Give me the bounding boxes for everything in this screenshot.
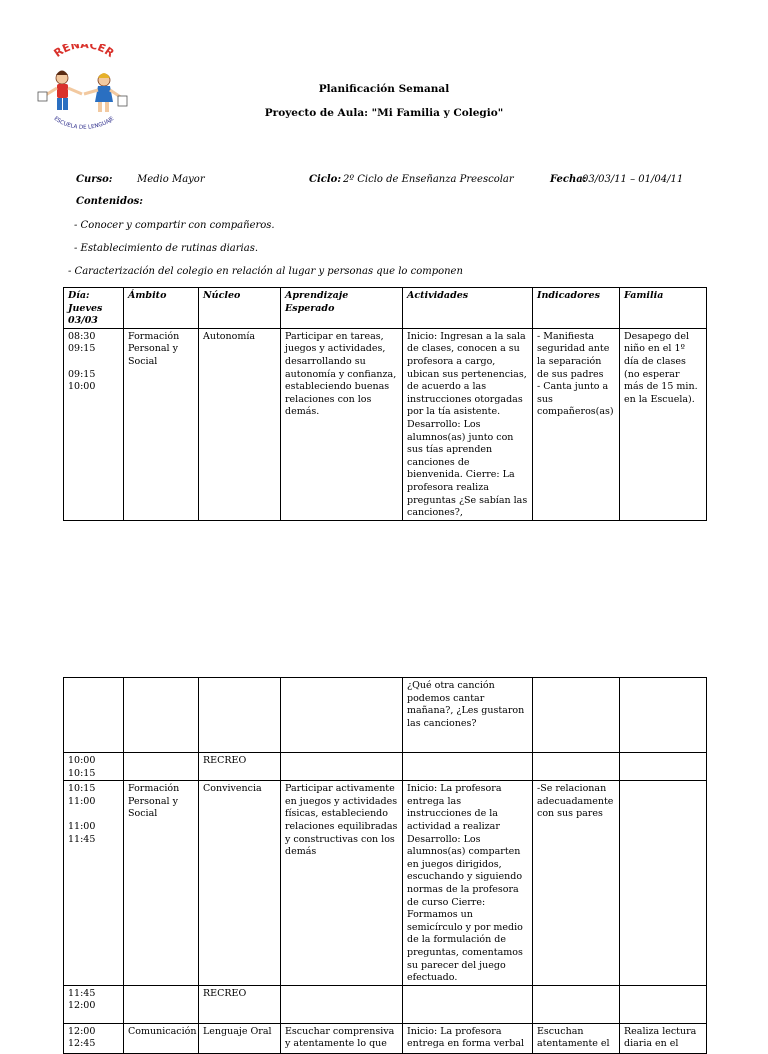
header-nucleo: Núcleo	[199, 288, 281, 329]
recreo-label: RECREO	[199, 753, 281, 781]
curso-label: Curso:	[76, 174, 113, 185]
time-value: 11:00	[68, 820, 96, 832]
time-value: 12:00	[68, 1025, 96, 1037]
table-row	[64, 678, 707, 753]
time-cell	[64, 328, 124, 520]
time-value: 11:45	[68, 833, 96, 845]
contenido-item: - Caracterización del colegio en relación al lugar y personas que lo componen	[68, 266, 463, 277]
aprendizaje-cell: Escuchar comprensiva y atentamente lo que	[281, 1023, 403, 1053]
contenido-item: - Conocer y compartir con compañeros.	[74, 220, 275, 231]
ambito-cell: Formación Personal y Social	[124, 781, 199, 986]
time-value: 12:45	[68, 1038, 96, 1050]
planning-table-2	[63, 677, 707, 1054]
header-familia: Familia	[620, 288, 707, 329]
contenido-item: - Establecimiento de rutinas diarias.	[74, 243, 259, 254]
table-row	[64, 1023, 707, 1053]
fecha-value: 03/03/11 – 01/04/11	[582, 174, 684, 185]
indicadores-cell: - Manifiesta seguridad ante la separación de sus padres - Canta junto a sus compañeros(as)	[533, 328, 620, 520]
time-value: 08:30	[68, 330, 96, 342]
page-subtitle: Proyecto de Aula: "Mi Familia y Colegio"	[264, 107, 504, 119]
actividades-cell: Inicio: La profesora entrega las instrucciones de la actividad a realizar Desarrollo: Los alumnos(as) comparten en juegos dirigidos, escuchando y siguiendo normas de la profesora de curso Cierre: Formamos un semicírculo y por medio de la formulación de preguntas, comentamos su parecer del juego efectuado.	[403, 781, 533, 986]
header-dia: Día: Jueves 03/03	[64, 288, 124, 329]
time-value: 10:15	[68, 767, 96, 779]
time-value: 10:00	[68, 755, 96, 766]
header-ambito: Ámbito	[124, 288, 199, 329]
page-title: Planificación Semanal	[318, 83, 450, 95]
recreo-label: RECREO	[199, 985, 281, 1023]
header-indicadores: Indicadores	[533, 288, 620, 329]
aprendizaje-cell: Participar en tareas, juegos y actividades, desarrollando su autonomía y confianza, estableciendo buenas relaciones con los demás.	[281, 328, 403, 520]
ambito-cell: Comunicación	[124, 1023, 199, 1053]
recreo-row	[64, 985, 707, 1023]
time-value: 10:00	[68, 381, 96, 393]
ambito-cell: Formación Personal y Social	[124, 328, 199, 520]
planning-table-1	[63, 287, 707, 521]
curso-value: Medio Mayor	[137, 174, 205, 185]
familia-cell: Realiza lectura diaria en el	[620, 1023, 707, 1053]
nucleo-cell: Lenguaje Oral	[199, 1023, 281, 1053]
logo-top-text: RENACER	[51, 44, 117, 61]
ciclo-value: 2º Ciclo de Enseñanza Preescolar	[343, 174, 514, 185]
actividades-cell: Inicio: Ingresan a la sala de clases, conocen a su profesora a cargo, ubican sus pertenencias, de acuerdo a las instrucciones otorgadas por la tía asistente. Desarrollo: Los alumnos(as) junto con sus tías aprenden canciones de bienvenida. Cierre: La profesora realiza preguntas ¿Se sabían las canciones?,	[403, 328, 533, 520]
fecha-label: Fecha:	[550, 174, 587, 185]
time-value: 10:15	[68, 783, 96, 795]
recreo-row	[64, 753, 707, 781]
logo-bottom-text: ESCUELA DE LENGUAJE	[52, 115, 116, 131]
nucleo-cell: Autonomía	[199, 328, 281, 520]
ciclo-label: Ciclo:	[309, 174, 342, 185]
time-value: 11:00	[68, 795, 96, 807]
svg-text:RENACER	[51, 44, 116, 60]
actividades-continuation-cell: ¿Qué otra canción podemos cantar mañana?, ¿Les gustaron las canciones?	[403, 678, 533, 753]
nucleo-cell: Convivencia	[199, 781, 281, 986]
table-row	[64, 328, 707, 520]
time-value: 11:45	[68, 987, 96, 999]
aprendizaje-cell: Participar activamente en juegos y actividades físicas, estableciendo relaciones equilibradas y constructivas con los demás	[281, 781, 403, 986]
indicadores-cell: Escuchan atentamente el	[533, 1023, 620, 1053]
contenidos-label: Contenidos:	[76, 196, 143, 207]
time-value: 09:15	[68, 368, 96, 380]
familia-cell: Desapego del niño en el 1º día de clases (no esperar más de 15 min. en la Escuela).	[620, 328, 707, 520]
time-value: 09:15	[68, 343, 96, 355]
header-aprendizaje: Aprendizaje Esperado	[281, 288, 403, 329]
familia-cell	[620, 781, 707, 986]
actividades-cell: Inicio: La profesora entrega en forma verbal	[403, 1023, 533, 1053]
table-row	[64, 781, 707, 986]
header-actividades: Actividades	[403, 288, 533, 329]
time-value: 12:00	[68, 1000, 96, 1012]
indicadores-cell: -Se relacionan adecuadamente con sus pares	[533, 781, 620, 986]
